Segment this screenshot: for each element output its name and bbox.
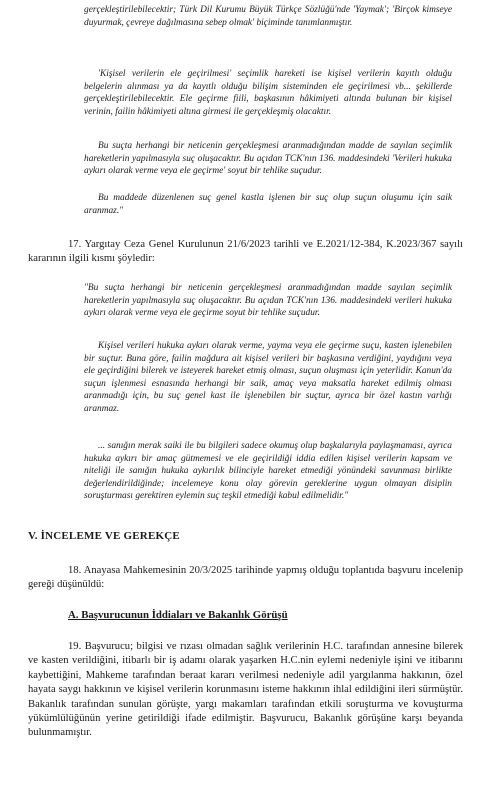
quote-paragraph: "Bu suçta herhangi bir neticenin gerçekleşmesi aranmadığından madde sayılan seçimlik hareketlerin yapılmasıyla suç oluşacaktır. Bu açıdan TCK'nın 136. maddesindeki verileri hukuka aykırı olarak verme veya ele geçirme soyut bir tehlike suçudur. — [84, 283, 452, 319]
quote-paragraph: Bu suçta herhangi bir neticenin gerçekleşmesi aranmadığından madde de sayılan seçimlik hareketlerin yapılmasıyla suç oluşacaktır. Bu açıdan TCK'nın 136. maddesindeki 'Verileri hukuka aykırı olarak verme veya ele geçirme' soyut bir tehlike suçudur. — [84, 141, 452, 177]
paragraph-17: 17. Yargıtay Ceza Genel Kurulunun 21/6/2023 tarihli ve E.2021/12-384, K.2023/367 sayılı kararının ilgili kısmı şöyledir: — [28, 239, 463, 265]
quote-paragraph: gerçekleştirilebilecektir; Türk Dil Kurumu Büyük Türkçe Sözlüğü'nde 'Yaymak'; 'Birçok kimseye duyurmak, çevreye dağılmasına sebep olmak' biçiminde tanımlanmıştır. — [84, 5, 452, 28]
quote-paragraph: Bu maddede düzenlenen suç genel kastla işlenen bir suç olup suçun oluşumu için saik aranmaz." — [84, 193, 452, 216]
subsection-heading: A. Başvurucunun İddiaları ve Bakanlık Görüşü — [68, 609, 288, 621]
paragraph-18: 18. Anayasa Mahkemesinin 20/3/2025 tarihinde yapmış olduğu toplantıda başvuru incelenip gereği düşünüldü: — [28, 565, 463, 591]
section-heading: V. İNCELEME VE GEREKÇE — [28, 530, 180, 542]
quote-paragraph: ... sanığın merak saiki ile bu bilgileri sadece okumuş olup başkalarıyla paylaşmaması, ayrıca hukuka aykırı bir amaç gütmemesi ve ele geçirildiği iddia edilen kişisel verilerin kapsam ve niteliği ile sanığın hukuka aykırılık bilinciyle hareket etmediği yönündeki savunması birlikte değerlendirildiğinde; incelemeye konu olay görevin gereklerine uygun olmayan disiplin soruşturması gerektiren eylemin suç teşkil etmediği kabul edilmelidir." — [84, 441, 452, 502]
quote-paragraph: 'Kişisel verilerin ele geçirilmesi' seçimlik hareketi ise kişisel verilerin kayıtlı olduğu belgelerin alınması ya da kayıtlı olduğu bilişim sisteminden ele geçirilmesi vb... şekillerde gerçekleştirilebilecektir. Ele geçirme fiili, başkasının hâkimiyeti altında bulunan bir kişisel verinin, failin hâkimiyeti altına girmesi ile gerçekleşmiş olacaktır. — [84, 69, 452, 117]
quote-paragraph: Kişisel verileri hukuka aykırı olarak verme, yayma veya ele geçirme suçu, kasten işlenebilen bir suçtur. Buna göre, failin mağdura ait kişisel verileri bir başkasına verdiğini, yaydığını veya ele geçirdiğini bilerek ve isteyerek hareket etmiş olması, suçun oluşması için yeterlidir. Kanun'da suçun işlenmesi esnasında herhangi bir saik, amaç veya maksatla hareket edilmiş olması aranmadığı için, bu suç genel kast ile işlenebilen bir suçtur, ayrıca bir özel kastın varlığı aranmaz. — [84, 341, 452, 414]
paragraph-19: 19. Başvurucu; bilgisi ve rızası olmadan sağlık verilerinin H.C. tarafından annesine bilerek ve kasten verildiğini, itibarlı bir iş adamı olarak yaşarken H.C.nin eylemi nedeniyle işini ve itibarını kaybettiğini, Mahkeme tarafından beraat kararı verilmesi nedeniyle adil yargılanma hakkının, özel hayata saygı hakkının ve kişisel verilerin korunmasını isteme hakkının ihlal edildiğini ileri sürmüştür. Bakanlık tarafından sunulan görüşte, yargı makamları tarafından etkili soruşturma ve kovuşturma yükümlülüğünün yerine getirildiği ifade edilmiştir. Başvurucu, Bakanlık görüşüne karşı beyanda bulunmamıştır. — [28, 641, 463, 739]
